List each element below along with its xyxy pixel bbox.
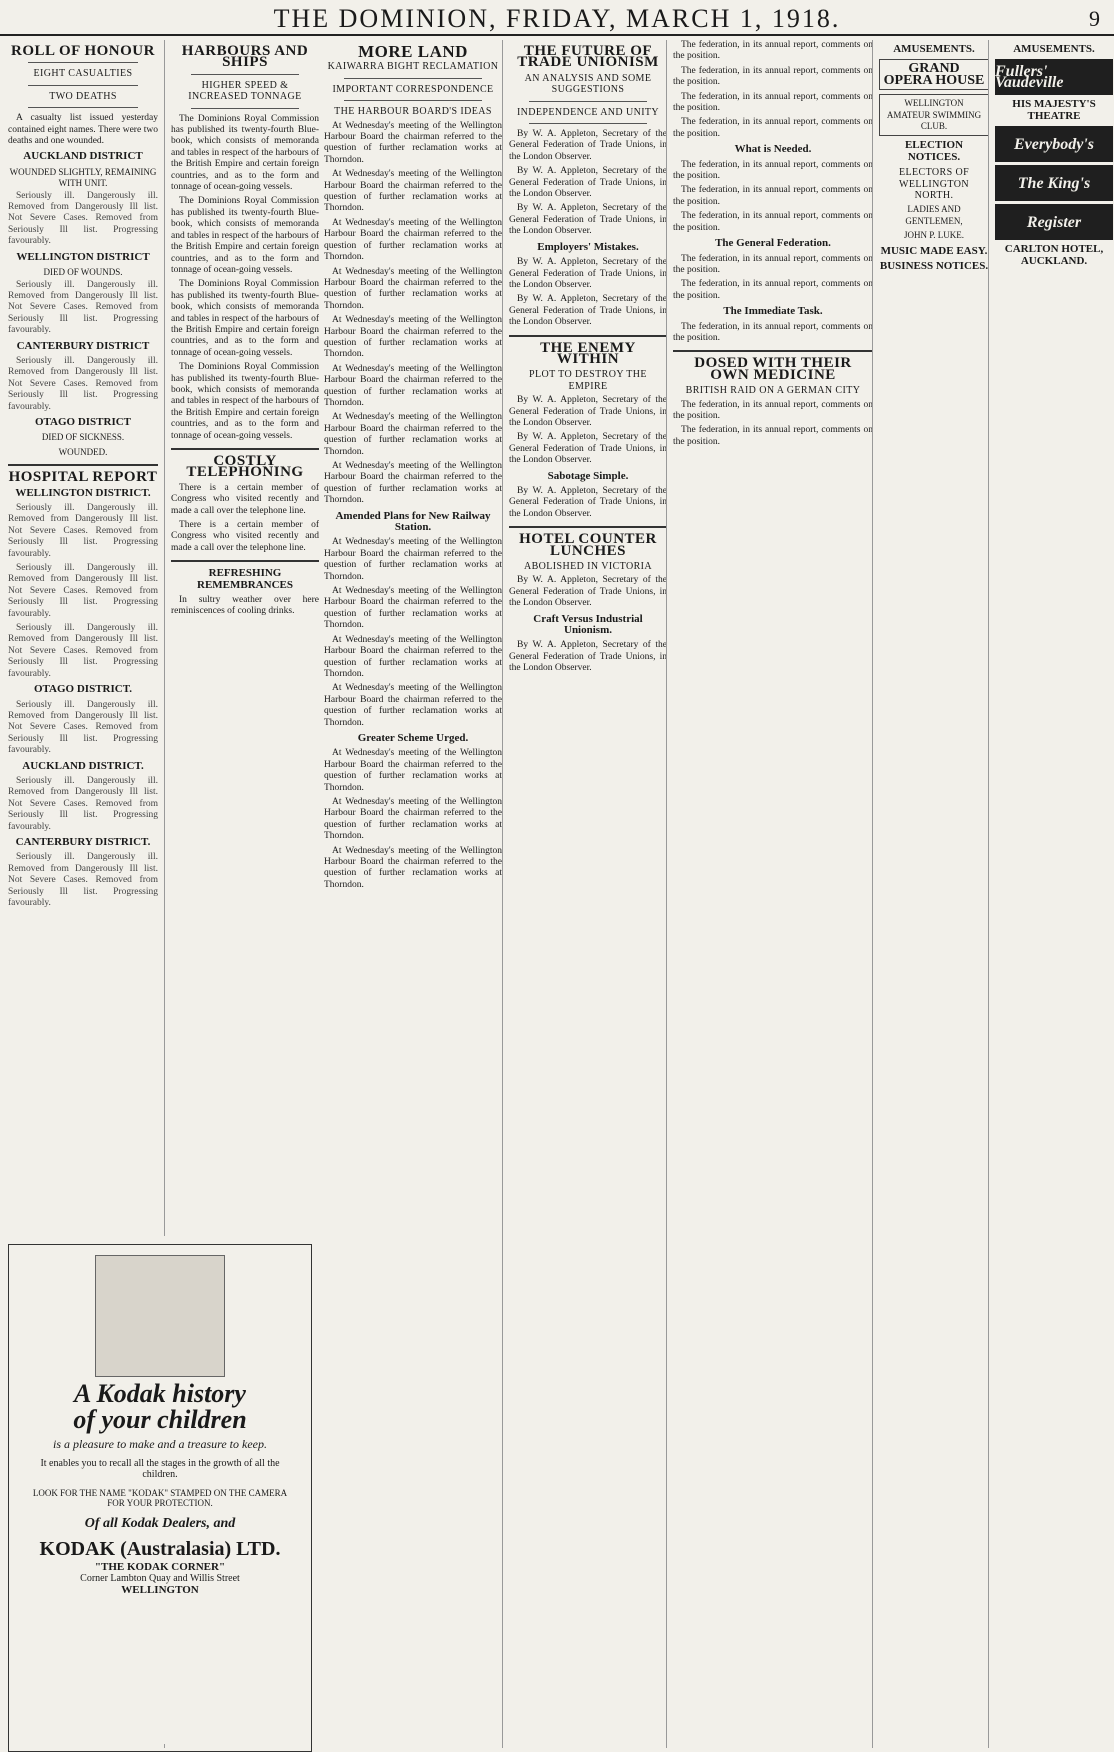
two-deaths-subhead: TWO DEATHS <box>49 90 117 102</box>
column5-body: The federation, in its annual report, comments on the position. <box>673 253 873 275</box>
more-land-heading: MORE LAND <box>358 42 468 61</box>
correspondence-subhead: IMPORTANT CORRESPONDENCE <box>332 83 494 95</box>
column5-body: The federation, in its annual report, comments on the position. <box>673 91 873 114</box>
more-land-body: At Wednesday's meeting of the Wellington Harbour Board the chairman referred to the question of further reclamation works at Thorndon. <box>324 634 502 679</box>
kodak-corner: "THE KODAK CORNER" <box>94 1561 226 1573</box>
letter-salutation: LADIES AND GENTLEMEN, <box>905 204 963 226</box>
trade-unionism-body: By W. A. Appleton, Secretary of the General Federation of Trade Unions, in the London Observer. <box>509 166 667 200</box>
hospital-canterbury: CANTERBURY DISTRICT. <box>15 835 151 848</box>
trade-unionism-body: By W. A. Appleton, Secretary of the General Federation of Trade Unions, in the London Observer. <box>509 486 667 519</box>
trade-unionism-body: By W. A. Appleton, Secretary of the General Federation of Trade Unions, in the London Observer. <box>509 294 667 328</box>
craft-unionism-subhead: Craft Versus Industrial Unionism. <box>533 612 643 637</box>
column5-body: The federation, in its annual report, comments on the position. <box>673 159 873 182</box>
column5-body: The federation, in its annual report, comments on the position. <box>673 211 873 233</box>
filler-text: Seriously ill. Dangerously ill. Removed from Dangerously Ill list. Not Severe Cases. Removed from Seriously Ill list. Progressing favourably. <box>8 190 158 247</box>
swimming-club-ad <box>879 94 989 136</box>
column-unionism-continued <box>666 40 873 1748</box>
trade-unionism-body: By W. A. Appleton, Secretary of the General Federation of Trade Unions, in the London Observer. <box>509 129 667 162</box>
harbours-body: The Dominions Royal Commission has published its twenty-fourth Blue-book, which consists of memoranda and tables in respect of the harbours of the British Empire and certain foreign countries, and as to the form and tonnage of ocean-going vessels. <box>171 362 319 441</box>
refreshing-remembrances-heading: REFRESHING REMEMBRANCES <box>197 567 293 591</box>
kodak-headline-2: of your children <box>73 1405 247 1434</box>
trade-unionism-body: By W. A. Appleton, Secretary of the General Federation of Trade Unions, in the London Observer. <box>509 395 667 428</box>
harbours-body: The Dominions Royal Commission has published its twenty-fourth Blue-book, which consists of memoranda and tables in respect of the harbours of the British Empire and certain foreign countries, and as to the form and tonnage of ocean-going vessels. <box>171 113 319 193</box>
harbour-board-subhead: THE HARBOUR BOARD'S IDEAS <box>334 106 492 118</box>
kodak-tagline: is a pleasure to make and a treasure to keep. <box>53 1437 267 1451</box>
more-land-body: At Wednesday's meeting of the Wellington Harbour Board the chairman referred to the question of further reclamation works at Thorndon. <box>324 266 502 311</box>
kodak-photo-illustration <box>95 1255 225 1377</box>
what-is-needed-subhead: What is Needed. <box>734 143 812 156</box>
more-land-body: At Wednesday's meeting of the Wellington Harbour Board the chairman referred to the question of further reclamation works at Thorndon. <box>324 537 502 582</box>
kodak-address: Corner Lambton Quay and Willis Street <box>80 1573 240 1584</box>
greater-scheme-subhead: Greater Scheme Urged. <box>357 731 469 744</box>
swimming-club-title: WELLINGTON AMATEUR SWIMMING CLUB. <box>886 98 982 132</box>
filler-text: Seriously ill. Dangerously ill. Removed from Dangerously Ill list. Not Severe Cases. Removed from Seriously Ill list. Progressing favourably. <box>8 852 158 908</box>
column5-body: The federation, in its annual report, comments on the position. <box>673 40 873 62</box>
category-wounded: WOUNDED. <box>58 446 108 457</box>
kodak-note: LOOK FOR THE NAME "KODAK" STAMPED ON THE CAMERA FOR YOUR PROTECTION. <box>32 1488 288 1508</box>
more-land-body: At Wednesday's meeting of the Wellington Harbour Board the chairman referred to the question of further reclamation works at Thorndon. <box>324 586 502 631</box>
more-land-body: At Wednesday's meeting of the Wellington Harbour Board the chairman referred to the question of further reclamation works at Thorndon. <box>324 748 502 793</box>
election-notices-header: ELECTION NOTICES. <box>904 139 964 163</box>
more-land-body: At Wednesday's meeting of the Wellington Harbour Board the chairman referred to the question of further reclamation works at Thorndon. <box>324 461 502 506</box>
amusements-header: AMUSEMENTS. <box>893 43 975 55</box>
telephoning-body: There is a certain member of Congress who visited recently and made a call over the telephone line. <box>171 482 319 516</box>
hospital-otago: OTAGO DISTRICT. <box>33 683 132 696</box>
hotel-lunches-heading: HOTEL COUNTER LUNCHES <box>519 531 657 559</box>
trade-unionism-body: By W. A. Appleton, Secretary of the General Federation of Trade Unions, in the London Observer. <box>509 575 667 609</box>
kodak-dealers: Of all Kodak Dealers, and <box>84 1516 236 1531</box>
kodak-headline-1: A Kodak history <box>74 1379 246 1408</box>
filler-text: Seriously ill. Dangerously ill. Removed from Dangerously Ill list. Not Severe Cases. Removed from Seriously Ill list. Progressing favourably. <box>8 623 158 679</box>
victoria-subhead: ABOLISHED IN VICTORIA <box>523 561 653 573</box>
category-wounded-slightly: WOUNDED SLIGHTLY, REMAINING WITH UNIT. <box>9 166 157 189</box>
hospital-wellington: WELLINGTON DISTRICT. <box>15 486 151 499</box>
carlton-hotel-heading: CARLTON HOTEL, AUCKLAND. <box>1004 243 1104 267</box>
enemy-within-heading: THE ENEMY WITHIN <box>540 339 636 367</box>
kodak-company: KODAK (Australasia) LTD. <box>39 1538 281 1560</box>
casualty-intro: A casualty list issued yesterday contained eight names. There were two deaths and one wounded. <box>8 113 158 147</box>
section-canterbury: CANTERBURY DISTRICT <box>16 339 150 352</box>
harbours-subhead: HIGHER SPEED & INCREASED TONNAGE <box>188 79 302 103</box>
more-land-body: At Wednesday's meeting of the Wellington Harbour Board the chairman referred to the question of further reclamation works at Thorndon. <box>324 120 502 165</box>
fullers-logo: Fullers' Vaudeville <box>995 59 1113 95</box>
music-made-easy: MUSIC MADE EASY. <box>880 244 988 257</box>
costly-telephoning-heading: COSTLY TELEPHONING <box>186 453 304 481</box>
eight-casualties-subhead: EIGHT CASUALTIES <box>33 68 133 80</box>
employers-mistakes-subhead: Employers' Mistakes. <box>537 240 639 253</box>
masthead-title: THE DOMINION, FRIDAY, MARCH 1, 1918. <box>273 4 841 33</box>
column5-body: The federation, in its annual report, comments on the position. <box>673 65 873 88</box>
kodak-city: WELLINGTON <box>121 1584 199 1596</box>
more-land-body: At Wednesday's meeting of the Wellington Harbour Board the chairman referred to the question of further reclamation works at Thorndon. <box>324 683 502 728</box>
sabotage-subhead: Sabotage Simple. <box>547 469 629 482</box>
kaiwarra-subhead: KAIWARRA BIGHT RECLAMATION <box>327 61 499 73</box>
column5-body: The federation, in its annual report, comments on the position. <box>673 321 873 343</box>
filler-text: Seriously ill. Dangerously ill. Removed from Dangerously Ill list. Not Severe Cases. Removed from Seriously Ill list. Progressing favourably. <box>8 503 158 559</box>
british-raid-subhead: BRITISH RAID ON A GERMAN CITY <box>685 385 861 397</box>
harbours-heading: HARBOURS AND SHIPS <box>181 43 309 71</box>
trade-unionism-heading: THE FUTURE OF TRADE UNIONISM <box>517 43 659 71</box>
harbours-body: The Dominions Royal Commission has published its twenty-fourth Blue-book, which consists of memoranda and tables in respect of the harbours of the British Empire and certain foreign countries, and as to the form and tonnage of ocean-going vessels. <box>171 279 319 358</box>
hospital-auckland: AUCKLAND DISTRICT. <box>22 759 144 772</box>
hospital-report-heading: HOSPITAL REPORT <box>8 469 158 486</box>
column5-body: The federation, in its annual report, comments on the position. <box>673 117 873 139</box>
category-died-of-sickness: DIED OF SICKNESS. <box>41 432 125 443</box>
trade-unionism-body: By W. A. Appleton, Secretary of the General Federation of Trade Unions, in the London Observer. <box>509 203 667 237</box>
filler-text: Seriously ill. Dangerously ill. Removed from Dangerously Ill list. Not Severe Cases. Removed from Seriously Ill list. Progressing favourably. <box>8 775 158 832</box>
more-land-body: At Wednesday's meeting of the Wellington Harbour Board the chairman referred to the question of further reclamation works at Thorndon. <box>324 796 502 842</box>
column-trade-unionism <box>502 40 667 1748</box>
register-logo: Register <box>995 204 1113 240</box>
filler-text: Seriously ill. Dangerously ill. Removed from Dangerously Ill list. Not Severe Cases. Removed from Seriously Ill list. Progressing favourably. <box>8 279 158 336</box>
column5-body: The federation, in its annual report, comments on the position. <box>673 185 873 207</box>
everybodys-logo: Everybody's <box>995 126 1113 162</box>
column-amusements-2 <box>988 40 1113 1748</box>
immediate-task-subhead: The Immediate Task. <box>723 305 823 318</box>
filler-text: Seriously ill. Dangerously ill. Removed from Dangerously Ill list. Not Severe Cases. Removed from Seriously Ill list. Progressing favourably. <box>8 355 158 412</box>
column5-body: The federation, in its annual report, comments on the position. <box>673 399 873 421</box>
amusements-header-2: AMUSEMENTS. <box>1013 43 1095 55</box>
masthead <box>0 0 1114 36</box>
column5-body: The federation, in its annual report, comments on the position. <box>673 425 873 447</box>
business-notices-header: BUSINESS NOTICES. <box>879 260 989 273</box>
railway-station-subhead: Amended Plans for New Railway Station. <box>335 509 491 534</box>
column-more-land <box>318 40 502 1748</box>
trade-unionism-body: By W. A. Appleton, Secretary of the General Federation of Trade Unions, in the London Observer. <box>509 640 667 674</box>
plot-subhead: PLOT TO DESTROY THE EMPIRE <box>529 369 647 392</box>
opera-house-title: GRAND OPERA HOUSE <box>883 61 985 88</box>
section-wellington: WELLINGTON DISTRICT <box>16 250 150 263</box>
trade-unionism-subhead: AN ANALYSIS AND SOME SUGGESTIONS <box>524 72 652 96</box>
roll-of-honour-heading: ROLL OF HONOUR <box>11 43 155 59</box>
more-land-body: At Wednesday's meeting of the Wellington Harbour Board the chairman referred to the question of further reclamation works at Thorndon. <box>324 845 502 890</box>
dosed-heading: DOSED WITH THEIR OWN MEDICINE <box>694 355 852 383</box>
column5-body: The federation, in its annual report, comments on the position. <box>673 279 873 301</box>
trade-unionism-body: By W. A. Appleton, Secretary of the General Federation of Trade Unions, in the London Observer. <box>509 432 667 466</box>
his-majestys-theatre: HIS MAJESTY'S THEATRE <box>1012 98 1096 122</box>
independence-subhead: INDEPENDENCE AND UNITY <box>516 106 660 118</box>
page-number: 9 <box>1089 6 1100 31</box>
opera-house-ad <box>879 59 989 90</box>
column-amusements-1 <box>872 40 989 1748</box>
harbours-body: The Dominions Royal Commission has published its twenty-fourth Blue-book, which consists of memoranda and tables in respect of the harbours of the British Empire and certain foreign countries, and as to the form and tonnage of ocean-going vessels. <box>171 196 319 275</box>
remembrances-body: In sultry weather over here reminiscences of cooling drinks. <box>171 595 319 617</box>
electors-heading: ELECTORS OF WELLINGTON NORTH. <box>898 167 970 202</box>
trade-unionism-body: By W. A. Appleton, Secretary of the General Federation of Trade Unions, in the London Observer. <box>509 257 667 290</box>
kodak-body: It enables you to recall all the stages in the growth of all the children. <box>40 1458 280 1480</box>
kings-logo: The King's <box>995 165 1113 201</box>
letter-signature: JOHN P. LUKE. <box>903 230 964 241</box>
section-auckland: AUCKLAND DISTRICT <box>23 150 143 163</box>
filler-text: Seriously ill. Dangerously ill. Removed from Dangerously Ill list. Not Severe Cases. Removed from Seriously Ill list. Progressing favourably. <box>8 699 158 756</box>
general-federation-subhead: The General Federation. <box>715 237 831 250</box>
category-died-of-wounds: DIED OF WOUNDS. <box>43 267 123 278</box>
more-land-body: At Wednesday's meeting of the Wellington Harbour Board the chairman referred to the question of further reclamation works at Thorndon. <box>324 315 502 360</box>
telephoning-body: There is a certain member of Congress who visited recently and made a call over the telephone line. <box>171 520 319 553</box>
section-otago: OTAGO DISTRICT <box>34 415 132 428</box>
more-land-body: At Wednesday's meeting of the Wellington Harbour Board the chairman referred to the question of further reclamation works at Thorndon. <box>324 217 502 263</box>
filler-text: Seriously ill. Dangerously ill. Removed from Dangerously Ill list. Not Severe Cases. Removed from Seriously Ill list. Progressing favourably. <box>8 563 158 619</box>
more-land-body: At Wednesday's meeting of the Wellington Harbour Board the chairman referred to the question of further reclamation works at Thorndon. <box>324 169 502 214</box>
more-land-body: At Wednesday's meeting of the Wellington Harbour Board the chairman referred to the question of further reclamation works at Thorndon. <box>324 412 502 457</box>
more-land-body: At Wednesday's meeting of the Wellington Harbour Board the chairman referred to the question of further reclamation works at Thorndon. <box>324 363 502 408</box>
kodak-advert <box>8 1236 312 1744</box>
